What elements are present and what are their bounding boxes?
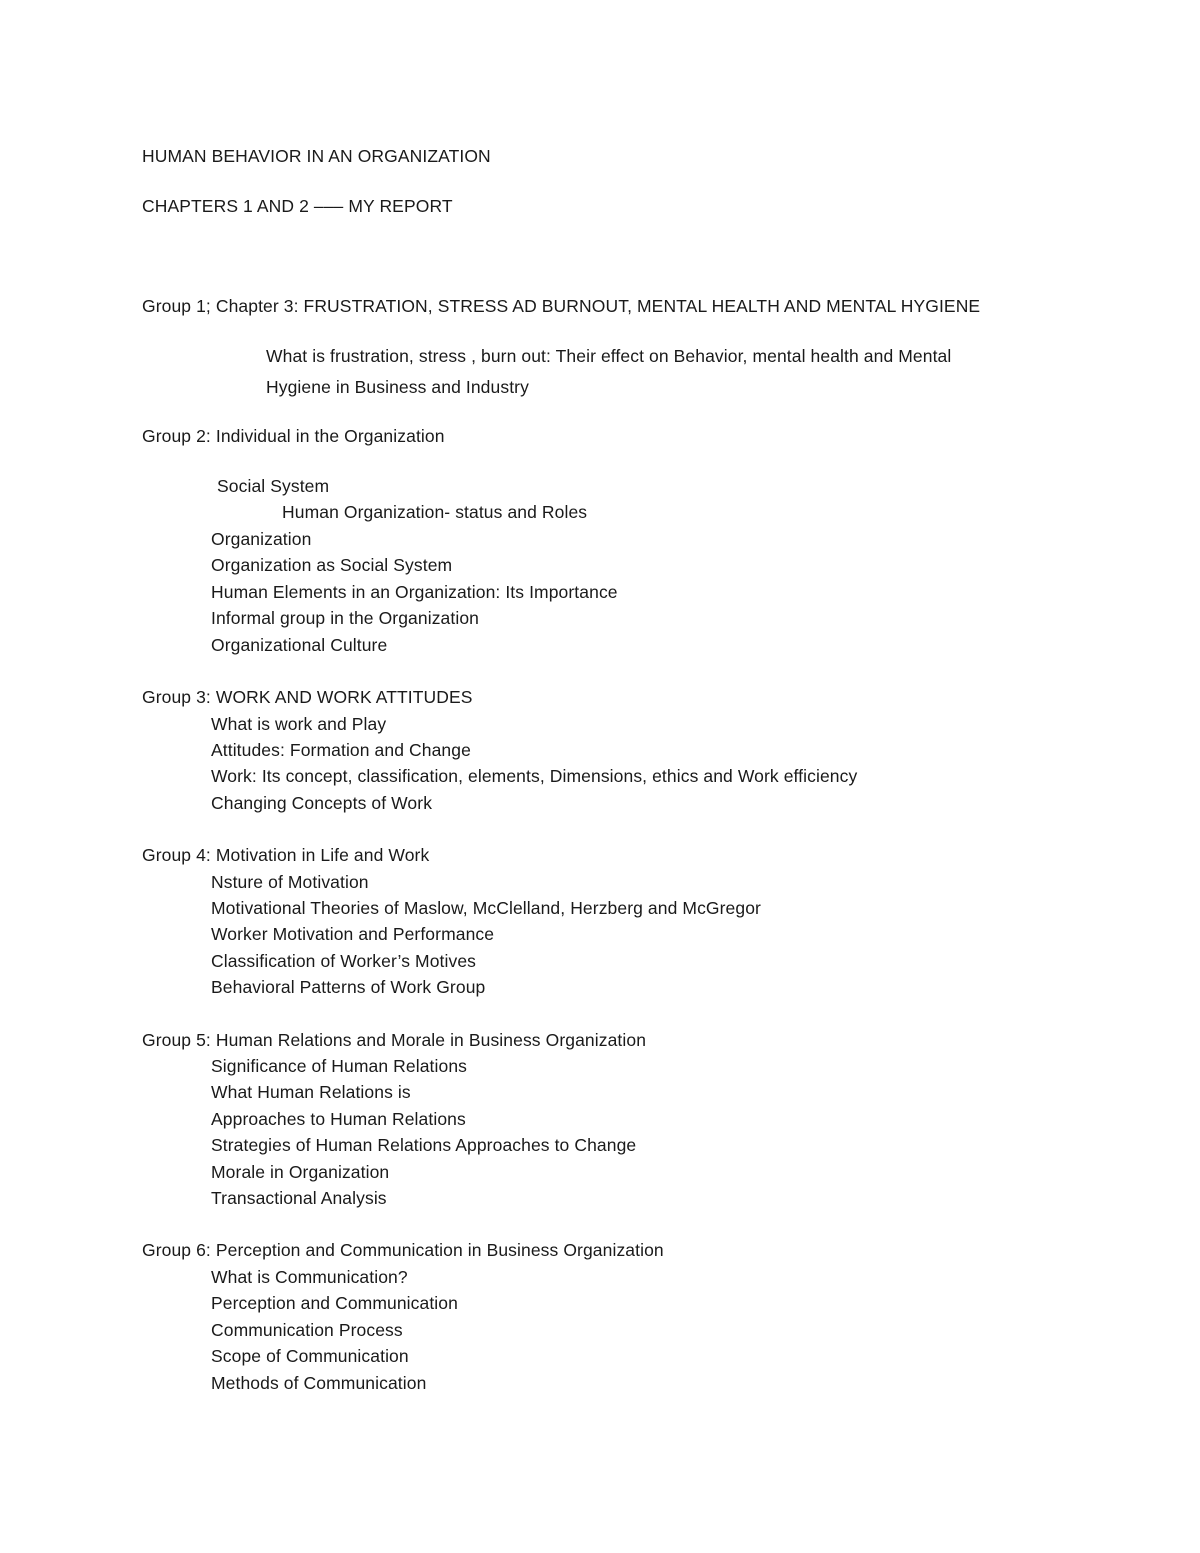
group6-item: Communication Process <box>211 1320 403 1340</box>
group3-item: Attitudes: Formation and Change <box>211 740 471 760</box>
group2-item: Organization <box>211 529 312 549</box>
group5-item: Significance of Human Relations <box>211 1056 468 1076</box>
group2-item: Human Elements in an Organization: Its Importance <box>211 582 618 602</box>
group2-item: Organizational Culture <box>211 635 388 655</box>
group5-item: Strategies of Human Relations Approaches to Change <box>211 1135 637 1155</box>
group6-item: Methods of Communication <box>211 1373 427 1393</box>
group1-description-line2: Hygiene in Business and Industry <box>266 377 529 397</box>
group4-item: Worker Motivation and Performance <box>211 924 495 944</box>
group1-description-line1: What is frustration, stress , burn out: Their effect on Behavior, mental health and Mental <box>266 346 952 366</box>
group5-item: Transactional Analysis <box>211 1188 387 1208</box>
group6-item: What is Communication? <box>211 1267 408 1287</box>
group3-heading: Group 3: WORK AND WORK ATTITUDES <box>142 687 473 707</box>
group4-heading: Group 4: Motivation in Life and Work <box>142 845 430 865</box>
group3-item: Work: Its concept, classification, elements, Dimensions, ethics and Work efficiency <box>211 766 858 786</box>
group2-heading: Group 2: Individual in the Organization <box>142 426 445 446</box>
group5-heading: Group 5: Human Relations and Morale in Business Organization <box>142 1030 647 1050</box>
group4-item: Behavioral Patterns of Work Group <box>211 977 486 997</box>
group2-item: Human Organization- status and Roles <box>282 502 588 522</box>
group6-item: Scope of Communication <box>211 1346 409 1366</box>
group4-item: Classification of Worker’s Motives <box>211 951 477 971</box>
group2-item: Organization as Social System <box>211 555 453 575</box>
group3-item: What is work and Play <box>211 714 387 734</box>
group1-heading: Group 1; Chapter 3: FRUSTRATION, STRESS AD BURNOUT, MENTAL HEALTH AND MENTAL HYGIENE <box>142 296 981 316</box>
group4-item: Motivational Theories of Maslow, McClelland, Herzberg and McGregor <box>211 898 761 918</box>
group2-item: Informal group in the Organization <box>211 608 479 628</box>
group6-heading: Group 6: Perception and Communication in Business Organization <box>142 1240 664 1260</box>
group6-item: Perception and Communication <box>211 1293 458 1313</box>
document-title: HUMAN BEHAVIOR IN AN ORGANIZATION <box>142 146 491 166</box>
group3-item: Changing Concepts of Work <box>211 793 433 813</box>
group5-item: Approaches to Human Relations <box>211 1109 466 1129</box>
group2-item: Social System <box>217 476 330 496</box>
group4-item: Nsture of Motivation <box>211 872 369 892</box>
group5-item: Morale in Organization <box>211 1162 390 1182</box>
group5-item: What Human Relations is <box>211 1082 411 1102</box>
document-subtitle: CHAPTERS 1 AND 2 ––– MY REPORT <box>142 196 453 216</box>
